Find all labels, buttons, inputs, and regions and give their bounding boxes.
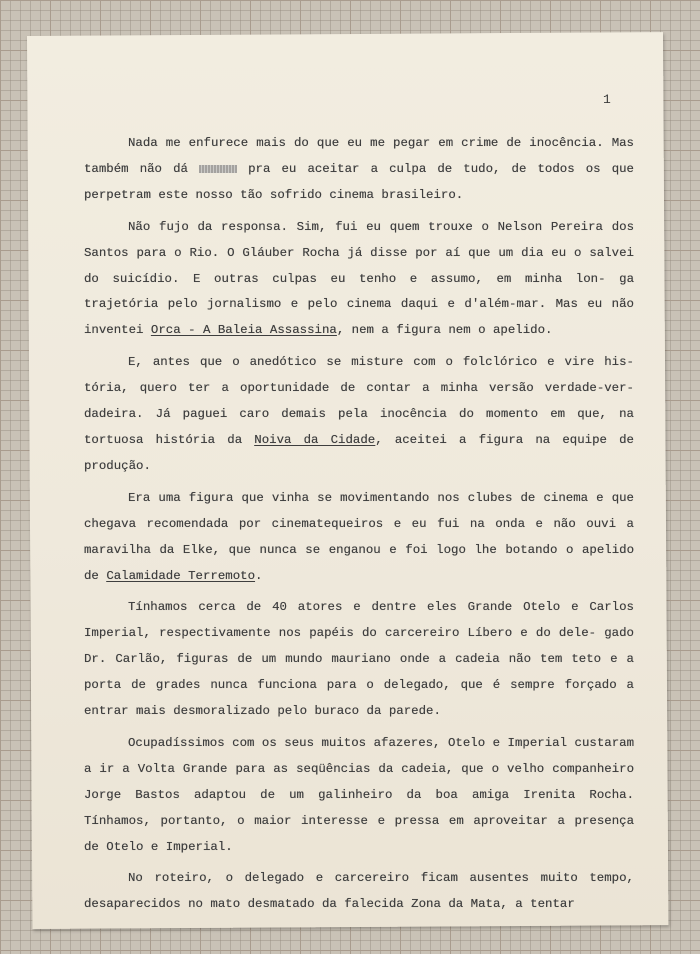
text-line: tortuosa história da	[84, 432, 255, 447]
paragraph-2	[84, 215, 634, 345]
text-line: Mas também não dá	[84, 136, 634, 176]
text-line: pra eu aceitar a culpa de tudo, de todos os	[237, 161, 601, 176]
text-line: , nem a figura nem o apelido.	[336, 323, 553, 338]
film-title: Orca - A Baleia Assassina	[150, 323, 337, 338]
text-line: E, antes que o anedótico se misture com o folclórico e vire his-	[128, 355, 634, 370]
paragraph-1	[84, 131, 634, 209]
text-line: Tínhamos cerca de 40 atores e dentre eles Grande Otelo e Carlos	[128, 600, 634, 615]
text-line: que perpetram este nosso tão sofrido cinema brasileiro.	[84, 161, 634, 202]
text-line: custaram a ir a Volta Grande para as seqüências da cadeia, que o velho	[84, 735, 635, 776]
paragraph-5	[84, 595, 634, 725]
text-line: que chegava recomendada por cinematequeiros e eu fui na onda e não	[84, 490, 634, 531]
page-number: 1	[603, 92, 611, 107]
paragraph-7	[84, 866, 634, 918]
text-line: Ocupadíssimos com os seus muitos afazeres, Otelo e Imperial	[128, 735, 568, 750]
typed-text-body	[84, 131, 634, 918]
text-line: sempre forçado a entrar mais desmoralizado pelo buraco da parede.	[84, 678, 634, 719]
text-line: Rocha. Tínhamos, portanto, o maior interesse e pressa em aproveitar	[84, 787, 635, 828]
text-line: o salvei do suicídio. E outras culpas eu tenho e assumo, em minha lon-	[84, 245, 634, 286]
text-line: produção.	[84, 458, 151, 473]
paragraph-3	[84, 350, 634, 480]
struck-out-word	[199, 165, 237, 173]
text-line: gado Dr. Carlão, figuras de um mundo mauriano onde a cadeia não tem	[84, 626, 634, 667]
text-line: Nada me enfurece mais do que eu me pegar em crime de inocência.	[128, 136, 604, 150]
text-line: tória, quero ter a oportunidade de contar a minha versão verdade-ver-	[84, 381, 634, 396]
text-line: Era uma figura que vinha se movimentando nos clubes de cinema e	[128, 490, 604, 505]
nickname: Calamidade Terremoto	[106, 568, 256, 583]
text-line: No roteiro, o delegado e carcereiro ficam ausentes muito tempo,	[128, 871, 634, 886]
paragraph-4	[84, 486, 634, 590]
paragraph-6	[84, 731, 634, 861]
film-title: Noiva da Cidade	[254, 432, 376, 447]
text-line: ouvi a maravilha da Elke, que nunca se enganou e foi logo lhe botando	[84, 516, 634, 557]
text-line: .	[255, 568, 263, 583]
text-line: teto e a porta de grades nunca funciona para o delegado, que é	[84, 652, 634, 693]
text-line: o apelido de	[84, 542, 634, 583]
text-line: a presença de Otelo e Imperial.	[84, 813, 635, 854]
text-line: Não fujo da responsa. Sim, fui eu quem trouxe o Nelson Pereira	[128, 219, 603, 234]
text-line: , aceitei a figura na equipe de	[375, 432, 634, 447]
text-line: companheiro Jorge Bastos adaptou de um galinheiro da boa amiga Irenita	[84, 761, 635, 802]
text-line: dadeira. Já paguei caro demais pela inocência do momento em que, na	[84, 407, 634, 422]
text-line: ga trajetória pelo jornalismo e pelo cinema daqui e d'além-mar. Mas	[84, 271, 635, 312]
text-line: dos Santos para o Rio. O Gláuber Rocha já disse por aí que um dia eu	[84, 219, 635, 260]
text-line: desaparecidos no mato desmatado da falecida Zona da Mata, a tentar	[84, 897, 575, 912]
text-line: eu não inventei	[84, 297, 634, 338]
text-line: Imperial, respectivamente nos papéis do carcereiro Líbero e do dele-	[84, 626, 597, 641]
